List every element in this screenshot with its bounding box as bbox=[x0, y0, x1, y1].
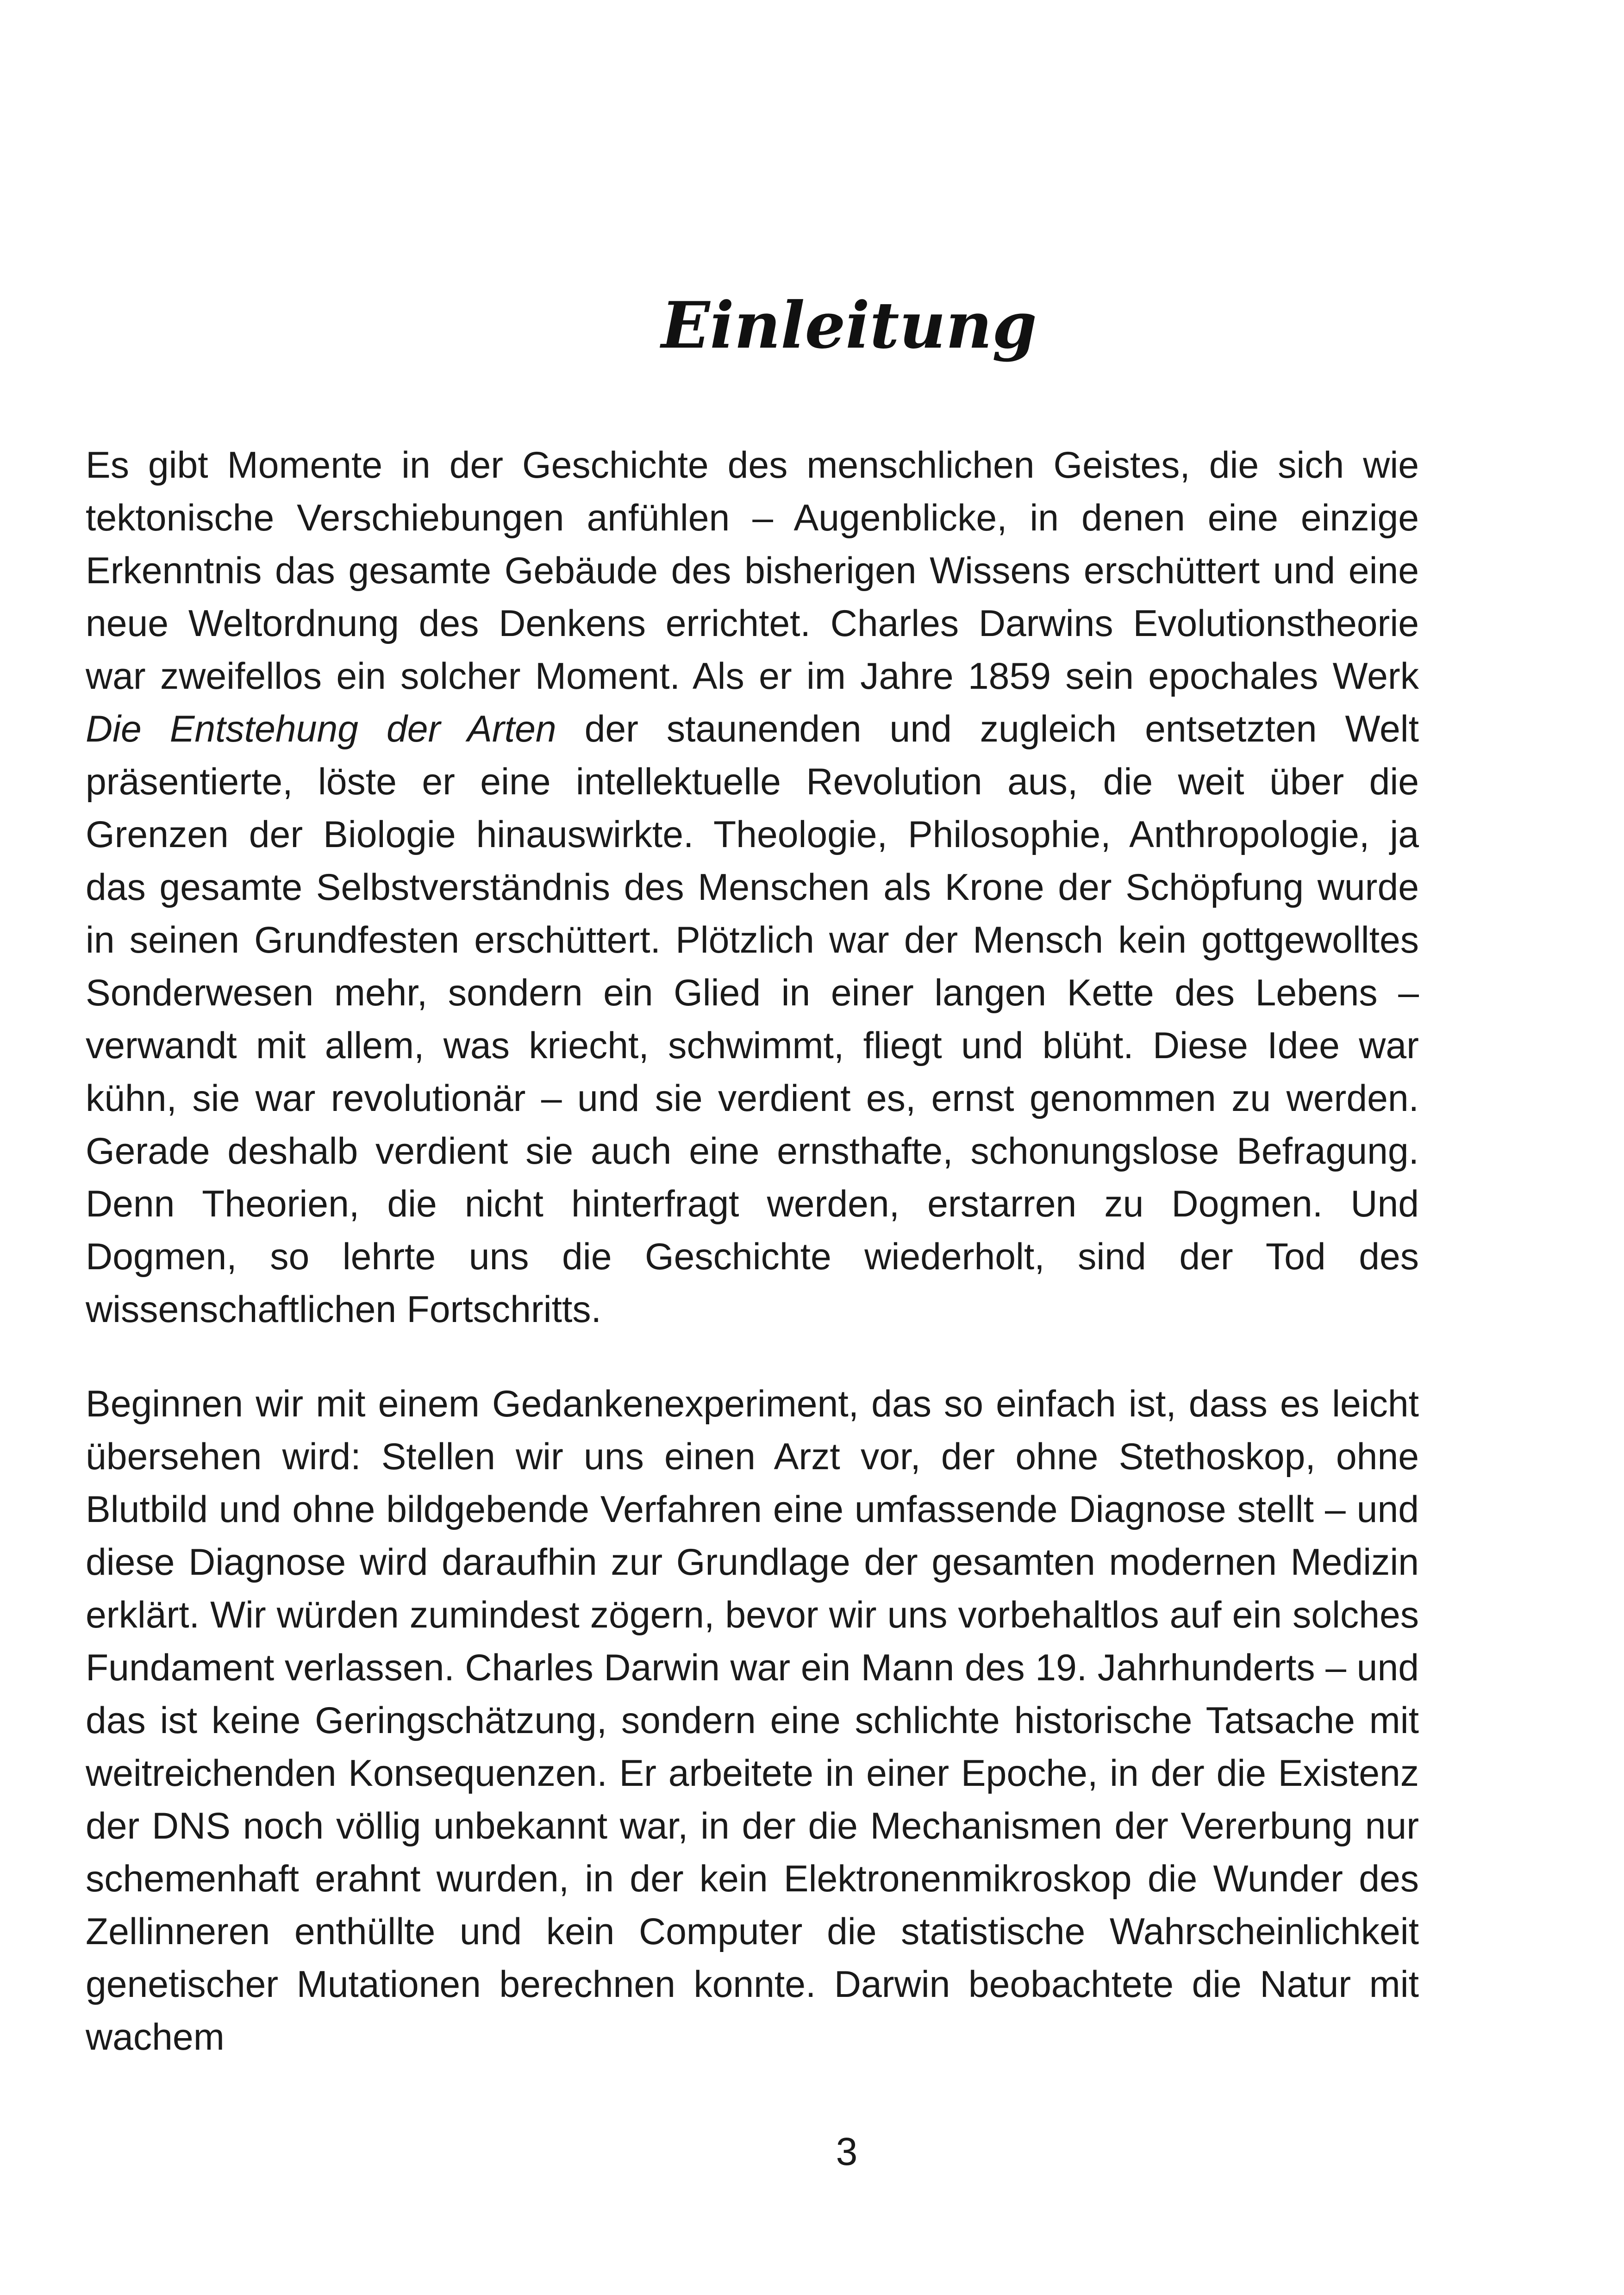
paragraph-1-text-before: Es gibt Momente in der Geschichte des menschlichen Geistes, die sich wie tektonische Verschiebungen anfühlen – Augenblicke, in denen eine einzige Erkenntnis das gesamte Gebäude des bisherigen Wissens erschüttert und eine neue Weltordnung des Denkens errichtet. Charles Darwins Evolutionstheorie war zweifellos ein solcher Moment. Als er im Jahre 1859 sein epochales Werk bbox=[86, 444, 1419, 697]
page-number: 3 bbox=[836, 2130, 858, 2173]
paragraph-2: Beginnen wir mit einem Gedankenexperiment, das so einfach ist, dass es leicht übersehen wird: Stellen wir uns einen Arzt vor, der ohne Stethoskop, ohne Blutbild und ohne bildgebende Verfahren eine umfassende Diagnose stellt – und diese Diagnose wird daraufhin zur Grundlage der gesamten modernen Medizin erklärt. Wir würden zumindest zögern, bevor wir uns vorbehaltlos auf ein solches Fundament verlassen. Charles Darwin war ein Mann des 19. Jahrhunderts – und das ist keine Geringschätzung, sondern eine schlichte historische Tatsache mit weitreichenden Konsequenzen. Er arbeitete in einer Epoche, in der die Existenz der DNS noch völlig unbekannt war, in der die Mechanismen der Vererbung nur schemenhaft erahnt wurden, in der kein Elektronenmikroskop die Wunder des Zellinneren enthüllte und kein Computer die statistische Wahrscheinlichkeit genetischer Mutationen berechnen konnte. Darwin beobachtete die Natur mit wachem bbox=[86, 1383, 1419, 2058]
book-title-italic: Die Entstehung der Arten bbox=[86, 708, 556, 750]
paragraph-1-text-after: der staunenden und zugleich entsetzten Welt präsentierte, löste er eine intellektuelle Revolution aus, die weit über die Grenzen der Biologie hinauswirkte. Theologie, Philosophie, Anthropologie, ja das gesamte Selbstverständnis des Menschen als Krone der Schöpfung wurde in seinen Grundfesten erschüttert. Plötzlich war der Mensch kein gottgewolltes Sonderwesen mehr, sondern ein Glied in einer langen Kette des Lebens – verwandt mit allem, was kriecht, schwimmt, fliegt und blüht. Diese Idee war kühn, sie war revolutionär – und sie verdient es, ernst genommen zu werden. Gerade deshalb verdient sie auch eine ernsthafte, schonungslose Befragung. Denn Theorien, die nicht hinterfragt werden, erstarren zu Dogmen. Und Dogmen, so lehrte uns die Geschichte wiederholt, sind der Tod des wissenschaftlichen Fortschritts. bbox=[86, 708, 1419, 1330]
chapter-title: Einleitung bbox=[661, 287, 1037, 363]
paragraph-1 bbox=[86, 439, 1419, 1336]
